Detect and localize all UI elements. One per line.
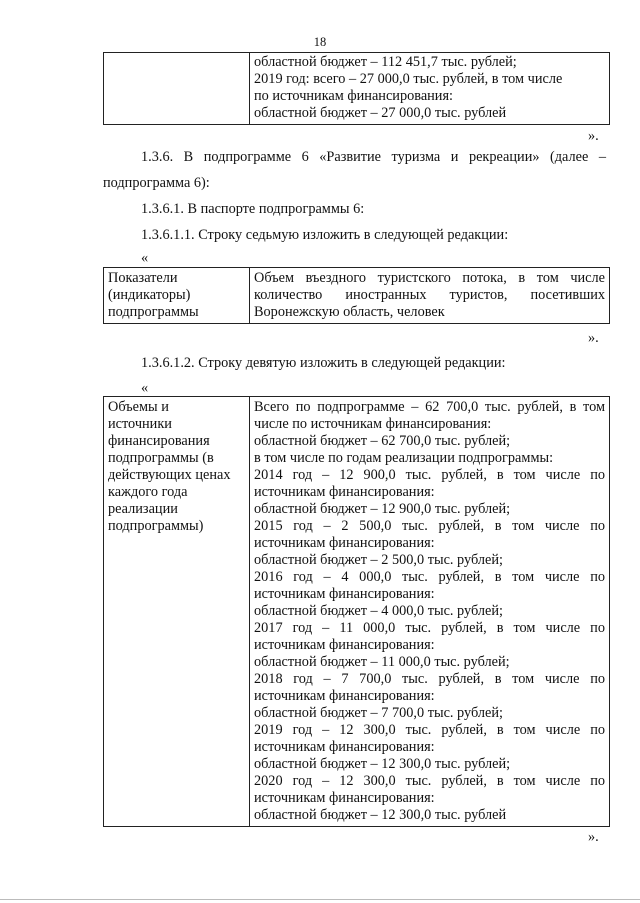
text-line: реализации [108,501,178,517]
indicators-right-cell [250,268,610,324]
text-line: числе по источникам финансирования: [254,416,492,432]
text-line: областной бюджет – 2 500,0 тыс. рублей; [254,552,504,568]
paragraph-1-3-6-1: 1.3.6.1. В паспорте подпрограммы 6: [141,201,365,217]
text-line: каждого года [108,484,188,500]
text-line: областной бюджет – 62 700,0 тыс. рублей; [254,433,511,449]
text-line: в том числе по годам реализации подпрограммы: [254,450,554,466]
text-line: 2018 год – 7 700,0 тыс. рублей, в том числе по [254,671,605,687]
text-line: источникам финансирования: [254,688,435,704]
text-line: областной бюджет – 112 451,7 тыс. рублей; [254,54,517,70]
text-line: областной бюджет – 12 300,0 тыс. рублей; [254,756,511,772]
paragraph-1-3-6-continuation: подпрограмма 6): [103,175,210,191]
text-line: подпрограммы) [108,518,204,534]
text-line: Всего по подпрограмме – 62 700,0 тыс. рублей, в том [254,399,605,415]
paragraph-1-3-6 [103,149,606,166]
financing-table [103,396,610,827]
text-line: источникам финансирования: [254,484,435,500]
text-line: Объем въездного туристского потока, в том числе [254,270,605,286]
financing-right-cell [250,397,610,827]
closing-quote: ». [588,128,599,144]
text-line: источникам финансирования: [254,739,435,755]
text-line: по источникам финансирования: [254,88,454,104]
opening-quote: « [141,250,149,266]
text-line: источникам финансирования: [254,790,435,806]
text-line: 2019 год – 12 300,0 тыс. рублей, в том числе по [254,722,605,738]
paragraph-1-3-6-1-1: 1.3.6.1.1. Строку седьмую изложить в следующей редакции: [141,227,509,243]
text-line: 2016 год – 4 000,0 тыс. рублей, в том числе по [254,569,605,585]
top-table-right-cell [250,53,610,125]
top-continuation-table [103,52,610,125]
text-line: подпрограммы (в [108,450,214,466]
closing-quote: ». [588,330,599,346]
page-bottom-rule [0,899,640,900]
text-line: областной бюджет – 11 000,0 тыс. рублей; [254,654,510,670]
text-line: количество иностранных туристов, посетивших [254,287,605,303]
text-line: действующих ценах [108,467,231,483]
text-line: 2015 год – 2 500,0 тыс. рублей, в том числе по [254,518,605,534]
indicators-left-cell [104,268,250,324]
paragraph-line: 1.3.6. В подпрограмме 6 «Развитие туризма и рекреации» (далее – [141,149,606,165]
text-line: областной бюджет – 27 000,0 тыс. рублей [254,105,507,121]
text-line: источники [108,416,172,432]
paragraph-1-3-6-1-2: 1.3.6.1.2. Строку девятую изложить в следующей редакции: [141,355,506,371]
text-line: источникам финансирования: [254,637,435,653]
top-table-left-cell [104,53,250,125]
text-line: Воронежскую область, человек [254,304,445,320]
financing-left-cell [104,397,250,827]
opening-quote: « [141,380,149,396]
text-line: источникам финансирования: [254,535,435,551]
text-line: 2017 год – 11 000,0 тыс. рублей, в том числе по [254,620,605,636]
text-line: 2019 год: всего – 27 000,0 тыс. рублей, в том числе [254,71,563,87]
text-line: областной бюджет – 4 000,0 тыс. рублей; [254,603,504,619]
indicators-table [103,267,610,324]
text-line: 2020 год – 12 300,0 тыс. рублей, в том числе по [254,773,605,789]
text-line: финансирования [108,433,210,449]
text-line: областной бюджет – 12 900,0 тыс. рублей; [254,501,511,517]
text-line: 2014 год – 12 900,0 тыс. рублей, в том числе по [254,467,605,483]
text-line: (индикаторы) [108,287,191,303]
text-line: областной бюджет – 7 700,0 тыс. рублей; [254,705,504,721]
text-line: Показатели [108,270,178,286]
page-number: 18 [313,35,327,49]
text-line: подпрограммы [108,304,199,320]
text-line: источникам финансирования: [254,586,435,602]
text-line: Объемы и [108,399,169,415]
text-line: областной бюджет – 12 300,0 тыс. рублей [254,807,507,823]
closing-quote: ». [588,829,599,845]
